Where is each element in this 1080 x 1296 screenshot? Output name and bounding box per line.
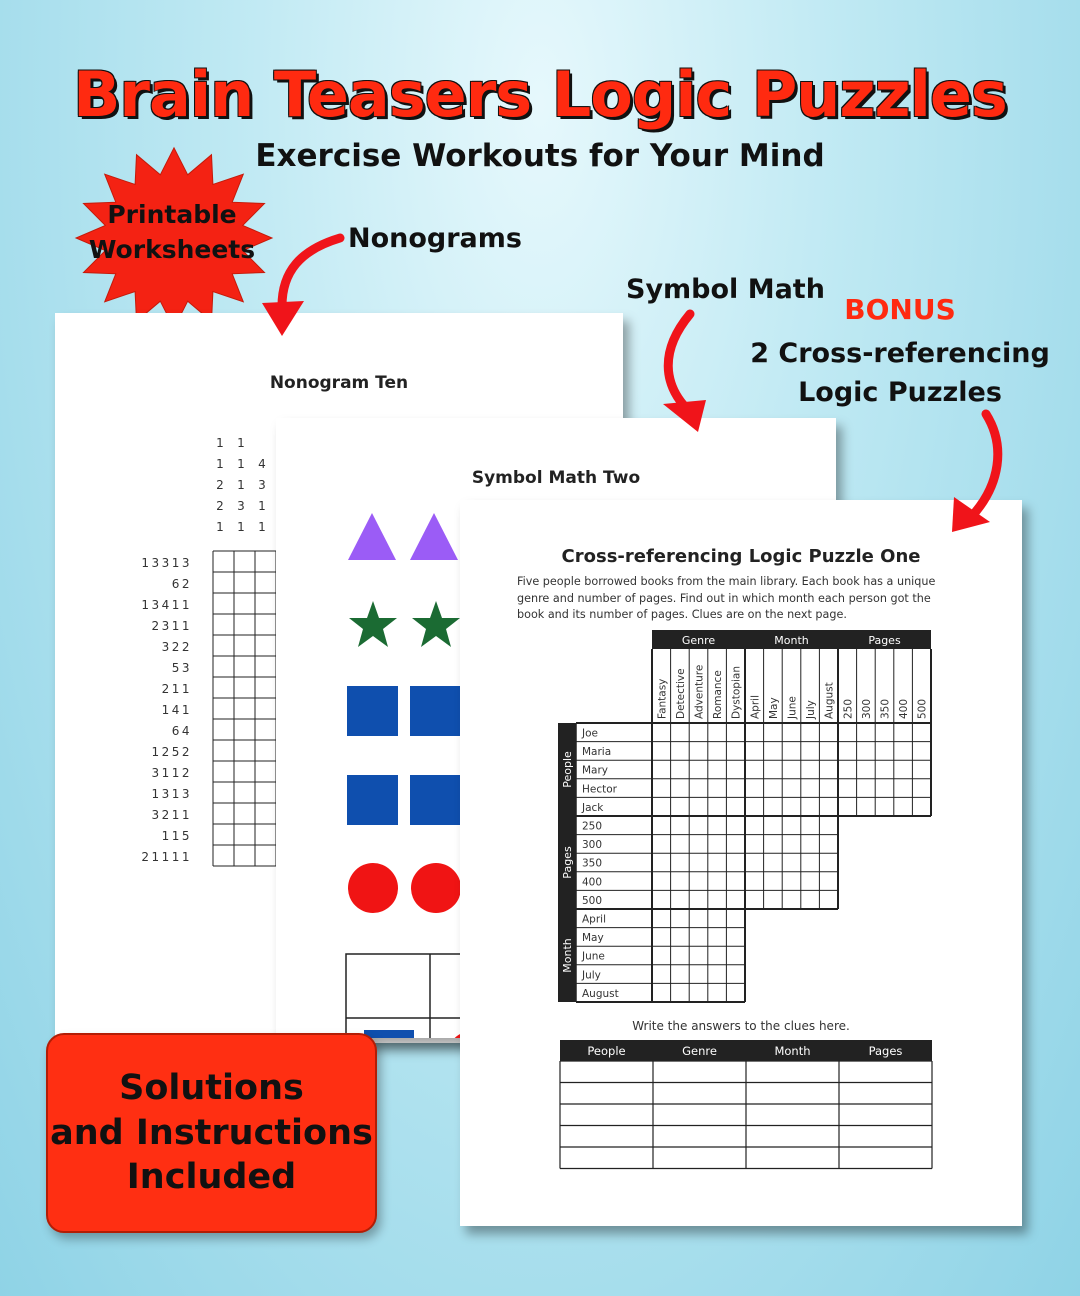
blue-square <box>410 686 461 736</box>
column-clue: 3 <box>237 499 245 513</box>
col-item-label: Adventure <box>693 664 706 719</box>
col-item-label: 350 <box>879 698 892 719</box>
answer-header: People <box>587 1044 626 1058</box>
row-item-label: May <box>582 932 604 945</box>
col-item-label: June <box>786 696 799 719</box>
row-clue: 13313 <box>141 556 192 570</box>
row-item-label: Joe <box>582 727 598 740</box>
row-item-label: 400 <box>582 876 603 889</box>
column-clue: 1 <box>237 478 245 492</box>
red-circle <box>348 863 398 913</box>
column-clue: 1 <box>237 457 245 471</box>
col-item-label: 250 <box>842 698 855 719</box>
row-group-label: Month <box>561 938 574 973</box>
answer-header: Genre <box>682 1044 717 1058</box>
description-line: genre and number of pages. Find out in which month each person got the <box>517 591 931 605</box>
answer-table <box>460 500 1022 1226</box>
bonus-line: 2 Cross-referencing <box>750 338 1050 369</box>
bonus-line: Logic Puzzles <box>798 377 1002 408</box>
row-clue: 1252 <box>151 745 192 759</box>
row-clue: 2311 <box>151 619 192 633</box>
row-clue: 115 <box>161 829 192 843</box>
column-clue: 1 <box>216 457 224 471</box>
row-clue: 3112 <box>151 766 192 780</box>
row-clue: 64 <box>171 724 192 738</box>
row-group-label: People <box>561 751 574 788</box>
badge-line: Solutions <box>119 1067 304 1108</box>
subtitle: Exercise Workouts for Your Mind <box>255 138 825 174</box>
col-item-label: May <box>767 697 780 719</box>
red-circle <box>411 863 461 913</box>
row-item-label: 250 <box>582 820 603 833</box>
col-item-label: Romance <box>712 670 725 719</box>
description-line: book and its number of pages. Clues are on the next page. <box>517 608 847 621</box>
main-title: Brain Teasers Logic Puzzles <box>73 58 1007 131</box>
col-item-label: 500 <box>916 698 929 719</box>
answer-header: Pages <box>868 1044 903 1058</box>
row-clue: 21111 <box>141 850 192 864</box>
col-item-label: 300 <box>860 698 873 719</box>
starburst-line2: Worksheets <box>88 234 256 264</box>
row-item-label: 300 <box>582 839 603 852</box>
row-item-label: 350 <box>582 857 603 870</box>
row-item-label: 500 <box>582 894 603 907</box>
column-clue: 1 <box>258 499 266 513</box>
blue-square <box>347 775 398 825</box>
column-clue: 4 <box>258 457 266 471</box>
symbol-math-title: Symbol Math Two <box>471 468 641 488</box>
col-group-label: Pages <box>868 634 901 647</box>
row-item-label: April <box>582 913 606 926</box>
col-item-label: July <box>805 700 818 719</box>
starburst-label <box>80 198 264 267</box>
row-item-label: Jack <box>582 801 604 814</box>
symbol-math-label: Symbol Math <box>626 274 825 305</box>
column-clue: 1 <box>216 436 224 450</box>
row-item-label: Mary <box>582 764 609 777</box>
row-item-label: Hector <box>582 783 617 796</box>
row-clue: 3211 <box>151 808 192 822</box>
blue-square <box>364 1030 414 1038</box>
blue-square <box>410 775 461 825</box>
row-clue: 322 <box>161 640 192 654</box>
answer-header: Month <box>774 1044 811 1058</box>
column-clue: 1 <box>258 520 266 534</box>
row-clue: 1313 <box>151 787 192 801</box>
col-item-label: 400 <box>898 698 911 719</box>
col-item-label: Fantasy <box>656 678 669 719</box>
row-group-label: Pages <box>561 846 574 879</box>
col-item-label: Detective <box>674 668 687 719</box>
col-item-label: August <box>823 682 836 719</box>
starburst-line1: Printable <box>107 200 237 229</box>
green-star <box>412 601 460 647</box>
nonogram-title: Nonogram Ten <box>269 373 409 393</box>
row-clue: 53 <box>171 661 192 675</box>
solutions-text <box>50 1066 373 1200</box>
row-clue: 141 <box>161 703 192 717</box>
column-clue: 1 <box>216 520 224 534</box>
row-item-label: August <box>582 987 619 1000</box>
column-clue: 2 <box>216 499 224 513</box>
row-clue: 13411 <box>141 598 192 612</box>
column-clue: 1 <box>237 520 245 534</box>
col-item-label: April <box>749 695 762 719</box>
row-clue: 211 <box>161 682 192 696</box>
row-clue: 62 <box>171 577 192 591</box>
arrow-symbol-math <box>668 314 690 412</box>
purple-triangle <box>348 513 396 560</box>
column-clue: 1 <box>237 436 245 450</box>
col-group-label: Month <box>774 634 809 647</box>
column-clue: 3 <box>258 478 266 492</box>
bonus-label: BONUS <box>844 293 956 326</box>
row-item-label: June <box>582 950 605 963</box>
badge-line: Included <box>126 1157 297 1198</box>
column-clue: 2 <box>216 478 224 492</box>
row-item-label: Maria <box>582 746 612 759</box>
purple-triangle <box>410 513 458 560</box>
col-item-label: Dystopian <box>730 666 743 719</box>
description-line: Five people borrowed books from the main library. Each book has a unique <box>517 575 936 588</box>
answers-label: Write the answers to the clues here. <box>632 1019 850 1033</box>
logic-puzzle-page <box>460 500 1022 1226</box>
blue-square <box>347 686 398 736</box>
logic-title: Cross-referencing Logic Puzzle One <box>561 546 921 567</box>
bonus-description <box>748 334 1052 412</box>
nonograms-label: Nonograms <box>348 223 522 254</box>
solutions-badge <box>46 1033 377 1233</box>
row-item-label: July <box>582 969 601 982</box>
green-star <box>349 601 397 647</box>
col-group-label: Genre <box>681 634 716 647</box>
badge-line: and Instructions <box>50 1112 373 1153</box>
